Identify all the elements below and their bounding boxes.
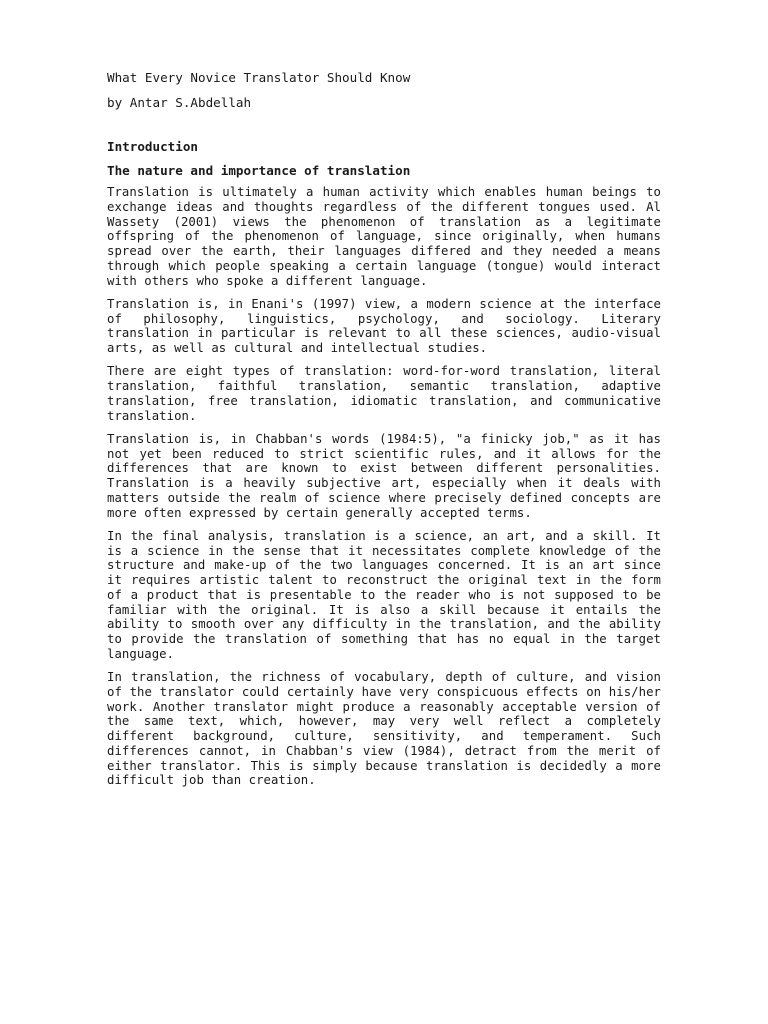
paragraph-2: Translation is, in Enani's (1997) view, a modern science at the interface of philosophy, linguistics, psychology, and sociology. Literary translation in particular is relevant to all these sciences, audio-visual arts, as well as cultural and intellectual studies. bbox=[107, 296, 661, 355]
paragraph-3: There are eight types of translation: word-for-word translation, literal translation, faithful translation, semantic translation, adaptive translation, free translation, idiomatic translation, and communicative translation. bbox=[107, 364, 661, 423]
paragraph-1: Translation is ultimately a human activity which enables human beings to exchange ideas and thoughts regardless of the different tongues used. Al Wassety (2001) views the phenomenon of translation as a legitimate offspring of the phenomenon of language, since originally, when humans spread over the earth, their languages differed and they needed a means through which people speaking a certain language (tongue) would interact with others who spoke a different language. bbox=[107, 185, 661, 288]
document-title: What Every Novice Translator Should Know bbox=[107, 70, 411, 85]
paragraph-5: In the final analysis, translation is a science, an art, and a skill. It is a science in the sense that it necessitates complete knowledge of the structure and make-up of the two languages concerned. It is an art since it requires artistic talent to reconstruct the original text in the form of a product that is presentable to the reader who is not supposed to be familiar with the original. It is also a skill because it entails the ability to smooth over any difficulty in the translation, and the ability to provide the translation of something that has no equal in the target language. bbox=[107, 528, 661, 661]
sub-heading: The nature and importance of translation bbox=[107, 163, 411, 178]
document-author: by Antar S.Abdellah bbox=[107, 95, 252, 110]
document-page bbox=[107, 70, 661, 797]
body-text bbox=[107, 185, 661, 788]
section-heading: Introduction bbox=[107, 139, 198, 154]
paragraph-4: Translation is, in Chabban's words (1984:5), "a finicky job," as it has not yet been reduced to strict scientific rules, and it allows for the differences that are known to exist between different personalities. Translation is a heavily subjective art, especially when it deals with matters outside the realm of science where precisely defined concepts are more often expressed by certain generally accepted terms. bbox=[107, 431, 661, 520]
paragraph-6: In translation, the richness of vocabulary, depth of culture, and vision of the translator could certainly have very conspicuous effects on his/her work. Another translator might produce a reasonably acceptable version of the same text, which, however, may very well reflect a completely different background, culture, sensitivity, and temperament. Such differences cannot, in Chabban's view (1984), detract from the merit of either translator. This is simply because translation is decidedly a more difficult job than creation. bbox=[107, 670, 661, 788]
